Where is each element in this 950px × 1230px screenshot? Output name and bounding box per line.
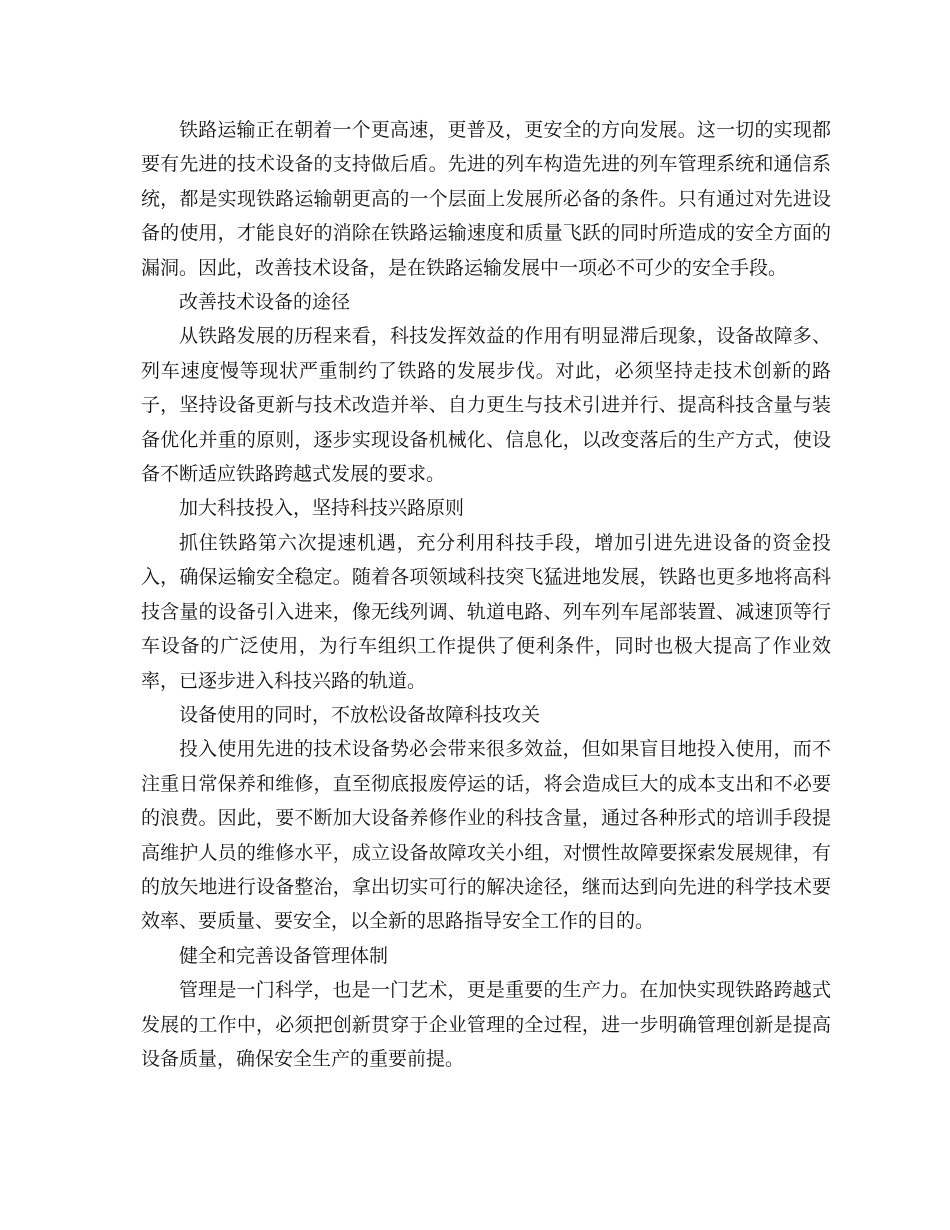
section-heading-improve-equipment: 改善技术设备的途径 — [179, 291, 351, 314]
paragraph-intro: 铁路运输正在朝着一个更高速，更普及，更安全的方向发展。这一切的实现都要有先进的技术设备的支持做后盾。先进的列车构造先进的列车管理系统和通信系统，都是实现铁路运输朝更高的一个层面上发展所必备的条件。只有通过对先进设备的使用，才能良好的消除在铁路运输速度和质量飞跃的同时所造成的安全方面的漏洞。因此，改善技术设备，是在铁路运输发展中一项必不可少的安全手段。 — [141, 119, 831, 279]
section-heading-fault-research: 设备使用的同时，不放松设备故障科技攻关 — [179, 703, 541, 726]
paragraph-fault-research: 投入使用先进的技术设备势必会带来很多效益，但如果盲目地投入使用，而不注重日常保养和维修，直至彻底报废停运的话，将会造成巨大的成本支出和不必要的浪费。因此，要不断加大设备养修作业的科技含量，通过各种形式的培训手段提高维护人员的维修水平，成立设备故障攻关小组，对惯性故障要探索发展规律，有的放矢地进行设备整治，拿出切实可行的解决途径，继而达到向先进的科学技术要效率、要质量、要安全，以全新的思路指导安全工作的目的。 — [141, 738, 831, 933]
section-heading-tech-investment: 加大科技投入，坚持科技兴路原则 — [179, 497, 465, 520]
paragraph-improve-equipment: 从铁路发展的历程来看，科技发挥效益的作用有明显滞后现象，设备故障多、列车速度慢等现状严重制约了铁路的发展步伐。对此，必须坚持走技术创新的路子，坚持设备更新与技术改造并举、自力更生与技术引进并行、提高科技含量与装备优化并重的原则，逐步实现设备机械化、信息化，以改变落后的生产方式，使设备不断适应铁路跨越式发展的要求。 — [141, 325, 831, 486]
document-body — [141, 113, 831, 1076]
paragraph-management-system: 管理是一门科学，也是一门艺术，更是重要的生产力。在加快实现铁路跨越式发展的工作中，必须把创新贯穿于企业管理的全过程，进一步明确管理创新是提高设备质量，确保安全生产的重要前提。 — [141, 979, 831, 1070]
section-heading-management-system: 健全和完善设备管理体制 — [179, 944, 389, 967]
paragraph-tech-investment: 抓住铁路第六次提速机遇，充分利用科技手段，增加引进先进设备的资金投入，确保运输安全稳定。随着各项领域科技突飞猛进地发展，铁路也更多地将高科技含量的设备引入进来，像无线列调、轨道电路、列车列车尾部装置、减速顶等行车设备的广泛使用，为行车组织工作提供了便利条件，同时也极大提高了作业效率，已逐步进入科技兴路的轨道。 — [141, 531, 831, 692]
